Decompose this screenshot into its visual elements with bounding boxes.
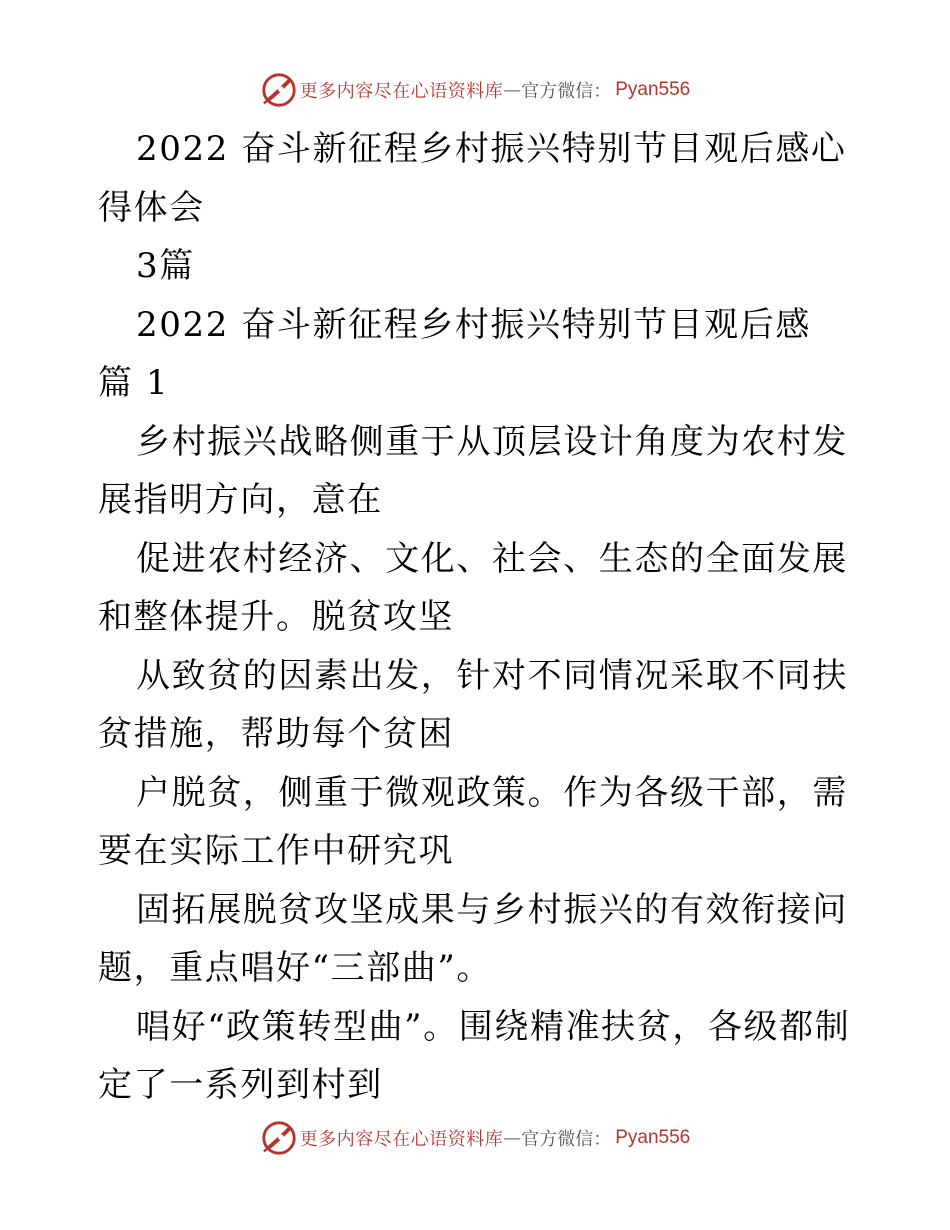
- header-label: 官方微信：: [521, 81, 612, 102]
- paragraph: 促进农村经济、文化、社会、生态的全面发展和整体提升。脱贫攻坚: [98, 538, 848, 637]
- section-heading: 2022 奋斗新征程乡村振兴特别节目观后感 篇 1: [98, 304, 811, 403]
- paragraph: 户脱贫，侧重于微观政策。作为各级干部，需要在实际工作中研究巩: [98, 772, 848, 871]
- header-brand: 更多内容尽在心语资料库: [299, 81, 504, 102]
- paragraph: 乡村振兴战略侧重于从顶层设计角度为农村发展指明方向，意在: [98, 421, 848, 520]
- pen-logo-icon: [260, 71, 298, 109]
- paragraph: 从致贫的因素出发，针对不同情况采取不同扶贫措施，帮助每个贫困: [98, 655, 848, 754]
- footer-label: 官方微信：: [521, 1129, 612, 1150]
- footer-watermark: [0, 1118, 950, 1158]
- footer-separator: —: [503, 1127, 522, 1149]
- pen-logo-icon: [260, 1119, 298, 1157]
- subtitle-line: 3篇: [136, 246, 195, 286]
- title-line: 2022 奋斗新征程乡村振兴特别节目观后感心得体会: [98, 129, 847, 228]
- paragraph: 唱好“政策转型曲”。围绕精准扶贫，各级都制定了一系列到村到: [98, 1006, 851, 1105]
- footer-brand: 更多内容尽在心语资料库: [299, 1129, 504, 1150]
- document-body: [98, 120, 858, 1115]
- paragraph: 固拓展脱贫攻坚成果与乡村振兴的有效衔接问题，重点唱好“三部曲”。: [98, 889, 848, 988]
- header-separator: —: [503, 79, 522, 101]
- footer-account: Pyan556: [615, 1127, 691, 1148]
- header-watermark: [0, 70, 950, 110]
- header-account: Pyan556: [615, 79, 691, 100]
